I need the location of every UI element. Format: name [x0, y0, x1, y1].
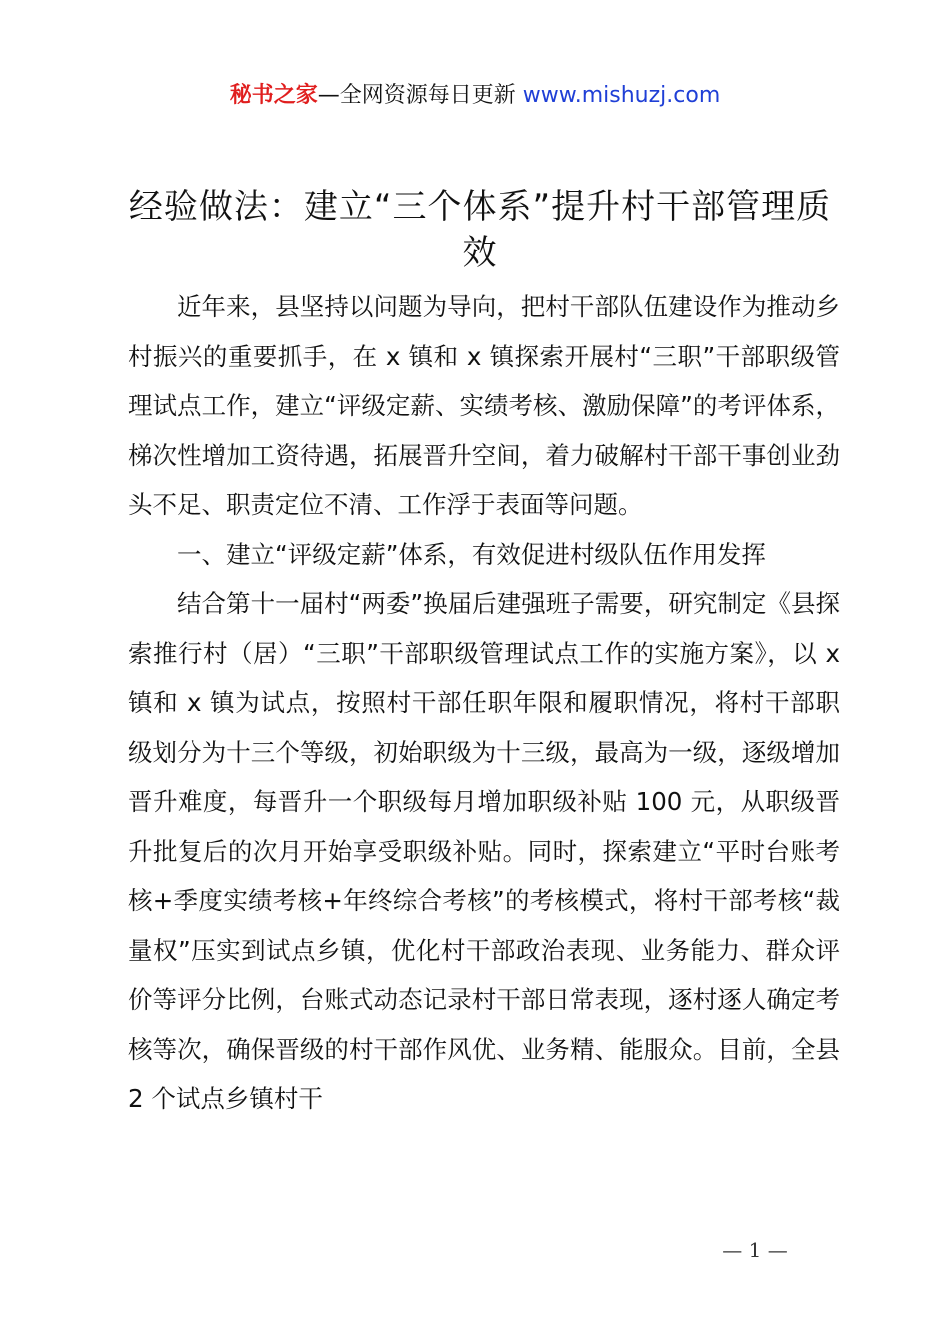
intro-paragraph: 近年来，县坚持以问题为导向，把村干部队伍建设作为推动乡村振兴的重要抓手，在 x 镇和 x 镇探索开展村“三职”干部职级管理试点工作，建立“评级定薪、实绩考核、激励保障”的考评体系，梯次性增加工资待遇，拓展晋升空间，着力破解村干部干事创业劲头不足、职责定位不清、工作浮于表面等问题。 [128, 292, 840, 519]
site-header [0, 80, 950, 112]
body-paragraph: 结合第十一届村“两委”换届后建强班子需要，研究制定《县探索推行村（居）“三职”干部职级管理试点工作的实施方案》，以 x 镇和 x 镇为试点，按照村干部任职年限和履职情况，将村干部职级划分为十三个等级，初始职级为十三级，最高为一级，逐级增加晋升难度，每晋升一个职级每月增加职级补贴 100 元，从职级晋升批复后的次月开始享受职级补贴。同时，探索建立“平时台账考核+季度实绩考核+年终综合考核”的考核模式，将村干部考核“裁量权”压实到试点乡镇，优化村干部政治表现、业务能力、群众评价等评分比例，台账式动态记录村干部日常表现，逐村逐人确定考核等次，确保晋级的村干部作风优、业务精、能服众。目前，全县 2 个试点乡镇村干 [128, 589, 840, 1113]
document-title: 经验做法：建立“三个体系”提升村干部管理质效 [128, 187, 832, 273]
site-slogan: —全网资源每日更新 [317, 83, 516, 108]
section-heading: 一、建立“评级定薪”体系，有效促进村级队伍作用发挥 [177, 539, 766, 569]
site-url-link[interactable]: www.mishuzj.com [522, 83, 721, 108]
document-body [128, 282, 840, 1124]
site-brand: 秘书之家 [229, 83, 318, 108]
page-number: — 1 — [722, 1238, 788, 1262]
